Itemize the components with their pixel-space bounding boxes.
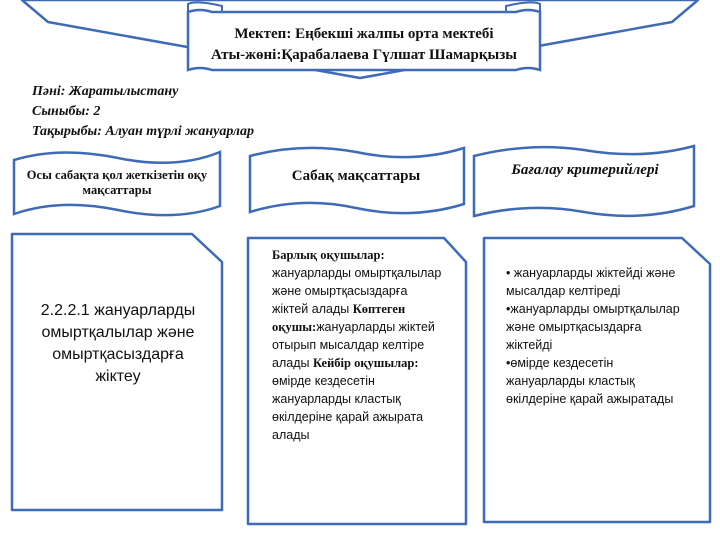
goals-some-label: Кейбір оқушылар: [312, 356, 419, 370]
goals-all-label: Барлық оқушылар: [272, 248, 385, 262]
criteria-item-1: • жануарларды жіктейді және мысалдар келтіреді [506, 266, 676, 298]
subject-label: Пәні: Жаратылыстану [32, 84, 179, 99]
grade-label: Сыныбы: 2 [32, 104, 101, 119]
school-name: Мектеп: Еңбекші жалпы орта мектебі [234, 26, 494, 42]
goals-some-text: өмірде кездесетін жануарларды кластық өкілдеріне қарай ажырата алады [272, 374, 424, 442]
goals-header: Сабақ мақсаттары [291, 168, 421, 184]
criteria-item-3: •өмірде кездесетін жануарларды кластық өкілдеріне қарай ажыратады [506, 356, 674, 406]
criteria-item-2: •жануарларды омыртқалылар және омыртқасыздарға жіктейді [506, 302, 680, 352]
objectives-header: Осы сабақта қол жеткізетін оқу мақсаттары [26, 168, 208, 197]
criteria-header: Бағалау критерийлері [511, 162, 659, 178]
goals-all-text: жануарларды омыртқалылар және омыртқасыздарға жіктей алады [272, 266, 442, 316]
goals-many-label: Көптеген оқушы: [272, 302, 406, 334]
objective-text: 2.2.2.1 жануарларды омыртқалылар және омыртқасыздарға жіктеу [40, 302, 196, 385]
topic-label: Тақырыбы: Алуан түрлі жануарлар [32, 124, 254, 139]
goals-many-text: жануарларды жіктей отырып мысалдар келтіре алады [272, 320, 435, 370]
goals-text [272, 246, 444, 444]
title-banner-text [196, 24, 532, 66]
criteria-text [506, 264, 682, 408]
teacher-name: Аты-жөні:Қарабалаева Гүлшат Шамарқызы [211, 47, 517, 63]
criteria-header-shape [474, 146, 694, 216]
